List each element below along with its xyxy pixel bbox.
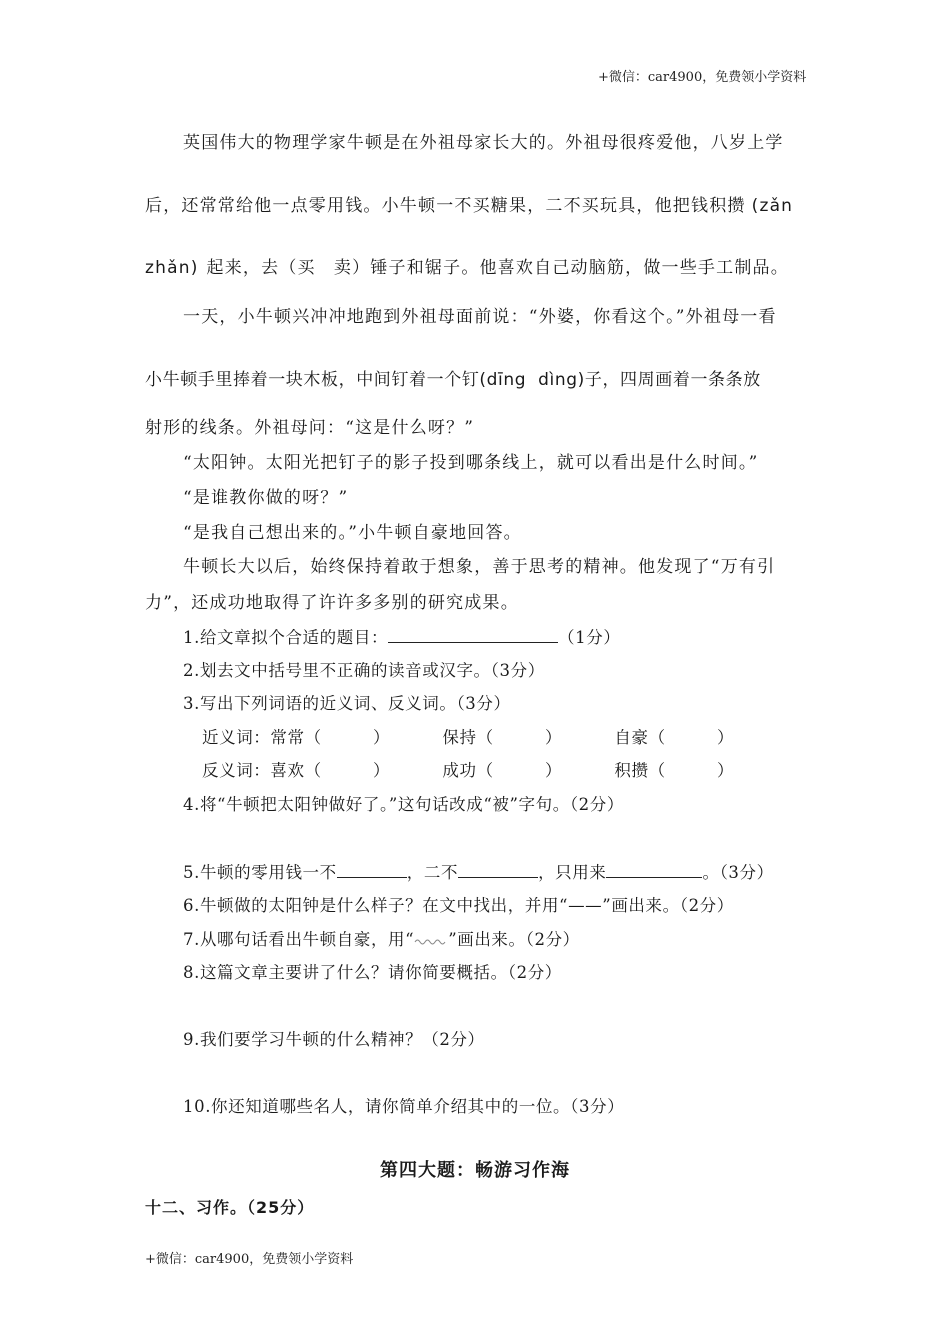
part-four-title: 第四大题：畅游习作海 <box>380 1160 570 1181</box>
passage-line-11: 力”，还成功地取得了许许多多别的研究成果。 <box>145 593 519 613</box>
pinyin-ding: (dīng dìng) <box>479 370 585 390</box>
header-watermark: +微信：car4900，免费领小学资料 <box>598 70 807 85</box>
passage-line-9: “是我自己想出来的。”小牛顿自豪地回答。 <box>183 523 522 543</box>
answer-blank-q5-1[interactable] <box>337 863 407 878</box>
passage-line-2 <box>145 191 793 216</box>
question-7-a: 7.从哪句话看出牛顿自豪，用“ <box>183 930 415 949</box>
passage-line-5-b: 子，四周画着一条条放 <box>584 370 761 390</box>
answer-blank-q5-3[interactable] <box>606 863 702 878</box>
question-5-c: ，只用来 <box>538 863 607 882</box>
synonyms-row <box>202 724 734 748</box>
question-1-prompt: 1.给文章拟个合适的题目： <box>183 628 389 647</box>
passage-line-2-text: 后，还常常给他一点零用钱。小牛顿一不买糖果，二不买玩具，他把钱积攒 <box>145 196 746 216</box>
antonyms-row <box>202 757 734 781</box>
synonym-item-1[interactable]: 常常（ ） <box>270 728 391 747</box>
question-2: 2.划去文中括号里不正确的读音或汉字。（3分） <box>183 661 545 680</box>
passage-line-4: 一天，小牛顿兴冲冲地跑到外祖母面前说：“外婆，你看这个。”外祖母一看 <box>183 307 777 327</box>
section-twelve-heading: 十二、习作。（25分） <box>145 1198 315 1217</box>
synonym-item-3[interactable]: 自豪（ ） <box>614 728 735 747</box>
wavy-line-icon <box>414 935 448 945</box>
question-9: 9.我们要学习牛顿的什么精神？（2分） <box>183 1030 485 1049</box>
question-7-b: ”画出来。（2分） <box>448 930 580 949</box>
question-3: 3.写出下列词语的近义词、反义词。（3分） <box>183 694 511 713</box>
passage-line-3-text: 起来，去（买 卖）锤子和锯子。他喜欢自己动脑筋，做一些手工制品。 <box>206 258 789 278</box>
antonym-item-3[interactable]: 积攒（ ） <box>614 761 735 780</box>
antonyms-label: 反义词： <box>202 761 271 780</box>
question-4: 4.将“牛顿把太阳钟做好了。”这句话改成“被”字句。（2分） <box>183 795 624 814</box>
pinyin-zhan: zhǎn) <box>145 258 199 278</box>
pinyin-zan: (zǎn <box>751 196 794 216</box>
question-8: 8.这篇文章主要讲了什么？请你简要概括。（2分） <box>183 963 562 982</box>
question-7 <box>183 926 580 950</box>
answer-blank-q5-2[interactable] <box>458 863 538 878</box>
passage-line-5 <box>145 365 761 390</box>
passage-line-5-a: 小牛顿手里捧着一块木板，中间钉着一个钉 <box>145 370 480 390</box>
passage-line-3 <box>145 253 789 278</box>
footer-watermark: +微信：car4900，免费领小学资料 <box>145 1252 354 1267</box>
passage-line-10: 牛顿长大以后，始终保持着敢于想象，善于思考的精神。他发现了“万有引 <box>183 557 776 577</box>
question-5-b: ，二不 <box>406 863 459 882</box>
question-6: 6.牛顿做的太阳钟是什么样子？在文中找出，并用“——”画出来。（2分） <box>183 896 734 915</box>
question-5 <box>183 859 774 883</box>
passage-line-1: 英国伟大的物理学家牛顿是在外祖母家长大的。外祖母很疼爱他，八岁上学 <box>183 133 784 153</box>
question-10: 10.你还知道哪些名人，请你简单介绍其中的一位。（3分） <box>183 1097 625 1116</box>
answer-blank-title[interactable] <box>388 628 558 643</box>
antonym-item-2[interactable]: 成功（ ） <box>442 761 563 780</box>
question-5-d: 。（3分） <box>702 863 774 882</box>
synonyms-label: 近义词： <box>202 728 271 747</box>
synonym-item-2[interactable]: 保持（ ） <box>442 728 563 747</box>
passage-line-7: “太阳钟。太阳光把钉子的影子投到哪条线上，就可以看出是什么时间。” <box>183 453 759 473</box>
passage-line-8: “是谁教你做的呀？” <box>183 488 349 508</box>
question-1-score: （1分） <box>558 628 621 647</box>
antonym-item-1[interactable]: 喜欢（ ） <box>270 761 391 780</box>
passage-line-6: 射形的线条。外祖母问：“这是什么呀？” <box>145 418 475 438</box>
question-1 <box>183 624 620 648</box>
question-5-a: 5.牛顿的零用钱一不 <box>183 863 337 882</box>
